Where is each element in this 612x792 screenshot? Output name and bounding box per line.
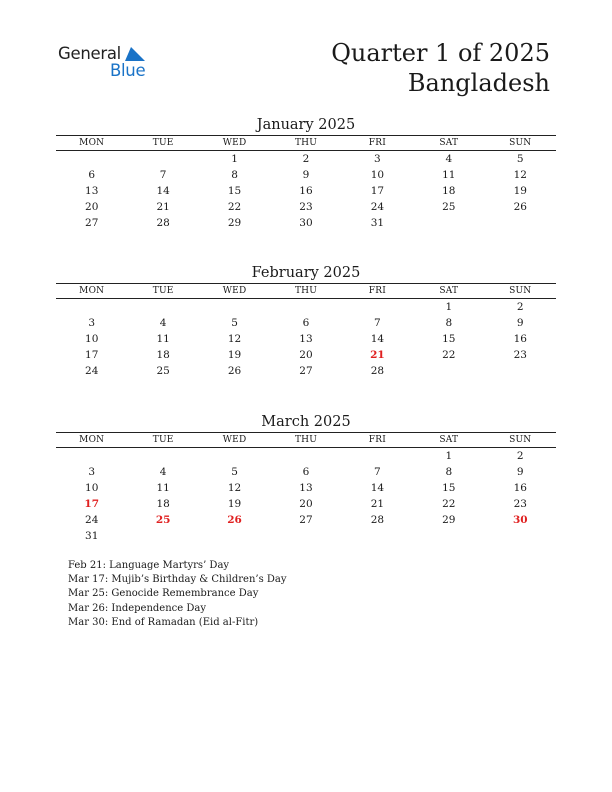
day-cell: 12 — [227, 333, 242, 345]
day-cell: 18 — [156, 498, 170, 510]
weekday-header: SAT — [413, 284, 484, 299]
day-cell — [56, 151, 127, 168]
day-cell: 12 — [227, 482, 242, 494]
day-cell: 13 — [299, 482, 313, 494]
day-cell: 5 — [516, 153, 524, 165]
day-cell: 19 — [227, 498, 242, 510]
weekday-header: WED — [199, 284, 270, 299]
weekday-header: SUN — [485, 284, 556, 299]
weekday-header: TUE — [127, 433, 198, 448]
day-cell: 10 — [85, 333, 99, 345]
week-row — [56, 347, 556, 363]
day-cell: 14 — [370, 482, 385, 494]
day-cell — [342, 528, 413, 544]
weekday-header: WED — [199, 433, 270, 448]
day-cell: 8 — [445, 466, 453, 478]
day-cell: 15 — [442, 482, 456, 494]
holiday-day-cell: 17 — [84, 498, 100, 510]
day-cell: 13 — [85, 185, 99, 197]
day-cell: 1 — [231, 153, 238, 165]
weekday-header: SUN — [485, 433, 556, 448]
day-cell: 6 — [302, 317, 310, 329]
day-cell: 15 — [442, 333, 456, 345]
day-cell — [270, 299, 341, 316]
day-cell: 25 — [156, 365, 170, 377]
calendar-grid — [56, 283, 556, 379]
holiday-day-cell: 21 — [370, 349, 385, 361]
day-cell — [270, 528, 341, 544]
day-cell: 13 — [299, 333, 313, 345]
day-cell — [270, 448, 341, 465]
quarter-title: Quarter 1 of 2025 — [331, 39, 550, 67]
day-cell: 16 — [513, 482, 527, 494]
day-cell — [485, 363, 556, 379]
day-cell: 28 — [370, 365, 385, 377]
week-row — [56, 315, 556, 331]
month-january — [56, 115, 556, 231]
day-cell: 10 — [85, 482, 99, 494]
day-cell: 16 — [513, 333, 527, 345]
day-cell: 23 — [513, 498, 527, 510]
weekday-header-row — [56, 284, 556, 299]
weekday-header: FRI — [342, 433, 413, 448]
weekday-header: MON — [56, 433, 127, 448]
day-cell: 16 — [299, 185, 313, 197]
month-title: March 2025 — [261, 414, 351, 430]
weekday-header-row — [56, 433, 556, 448]
day-cell: 29 — [227, 217, 242, 229]
country-title: Bangladesh — [407, 69, 550, 97]
weekday-header: MON — [56, 284, 127, 299]
day-cell: 3 — [88, 317, 96, 329]
day-cell: 17 — [85, 349, 99, 361]
holiday-item: Mar 30: End of Ramadan (Eid al-Fitr) — [68, 616, 259, 628]
week-row — [56, 167, 556, 183]
holiday-day-cell: 25 — [155, 514, 171, 526]
month-march — [56, 412, 556, 544]
holiday-item: Mar 26: Independence Day — [68, 602, 206, 614]
day-cell: 11 — [156, 482, 170, 494]
week-row — [56, 215, 556, 231]
day-cell: 5 — [231, 466, 238, 478]
day-cell: 31 — [370, 217, 385, 229]
day-cell: 11 — [442, 169, 456, 181]
day-cell: 9 — [516, 466, 524, 478]
day-cell: 19 — [513, 185, 527, 197]
day-cell: 20 — [299, 349, 313, 361]
month-title: January 2025 — [256, 117, 356, 133]
holiday-day-cell: 26 — [227, 514, 242, 526]
week-row — [56, 528, 556, 544]
weekday-header: FRI — [342, 284, 413, 299]
day-cell: 9 — [516, 317, 524, 329]
week-row — [56, 151, 556, 168]
month-title: February 2025 — [251, 265, 361, 281]
day-cell: 22 — [227, 201, 242, 213]
day-cell — [127, 528, 198, 544]
weekday-header: THU — [270, 284, 341, 299]
logo-word-general: General — [58, 44, 121, 63]
day-cell: 25 — [442, 201, 456, 213]
day-cell — [199, 299, 270, 316]
week-row — [56, 363, 556, 379]
day-cell: 26 — [513, 201, 527, 213]
calendar-grid — [56, 135, 556, 231]
day-cell: 2 — [302, 153, 310, 165]
day-cell — [199, 528, 270, 544]
day-cell: 26 — [227, 365, 242, 377]
holiday-item: Mar 17: Mujib’s Birthday & Children’s Day — [68, 574, 287, 586]
day-cell: 11 — [156, 333, 170, 345]
day-cell: 8 — [231, 169, 238, 181]
weekday-header: SAT — [413, 433, 484, 448]
day-cell: 23 — [513, 349, 527, 361]
day-cell: 4 — [445, 153, 453, 165]
day-cell: 9 — [302, 169, 310, 181]
day-cell — [56, 299, 127, 316]
day-cell: 21 — [370, 498, 385, 510]
day-cell: 6 — [302, 466, 310, 478]
logo-word-blue: Blue — [110, 61, 146, 80]
day-cell: 21 — [156, 201, 170, 213]
day-cell: 14 — [156, 185, 170, 197]
day-cell: 1 — [445, 450, 453, 462]
logo-triangle-icon — [125, 47, 145, 61]
day-cell: 24 — [85, 365, 99, 377]
day-cell: 19 — [227, 349, 242, 361]
day-cell: 24 — [85, 514, 99, 526]
day-cell: 2 — [516, 450, 524, 462]
day-cell — [127, 151, 198, 168]
day-cell: 18 — [442, 185, 456, 197]
day-cell — [485, 528, 556, 544]
day-cell — [127, 299, 198, 316]
week-row — [56, 299, 556, 316]
day-cell: 28 — [156, 217, 170, 229]
day-cell: 27 — [299, 365, 313, 377]
weekday-header-row — [56, 136, 556, 151]
week-row — [56, 480, 556, 496]
day-cell: 7 — [374, 466, 381, 478]
day-cell: 22 — [442, 349, 456, 361]
day-cell: 28 — [370, 514, 385, 526]
day-cell: 22 — [442, 498, 456, 510]
day-cell: 10 — [370, 169, 385, 181]
weekday-header: SUN — [485, 136, 556, 151]
day-cell — [342, 448, 413, 465]
page-title — [331, 38, 550, 98]
generalblue-logo — [58, 44, 158, 84]
weekday-header: MON — [56, 136, 127, 151]
day-cell: 4 — [159, 466, 167, 478]
day-cell: 30 — [299, 217, 313, 229]
calendar-grid — [56, 432, 556, 544]
weekday-header: THU — [270, 136, 341, 151]
day-cell: 3 — [374, 153, 381, 165]
weekday-header: TUE — [127, 136, 198, 151]
day-cell: 7 — [159, 169, 167, 181]
weekday-header: WED — [199, 136, 270, 151]
holiday-day-cell: 30 — [512, 514, 528, 526]
week-row — [56, 448, 556, 465]
day-cell: 17 — [370, 185, 385, 197]
week-row — [56, 199, 556, 215]
day-cell — [199, 448, 270, 465]
day-cell — [342, 299, 413, 316]
day-cell: 14 — [370, 333, 385, 345]
day-cell: 1 — [445, 301, 453, 313]
day-cell: 18 — [156, 349, 170, 361]
day-cell — [413, 363, 484, 379]
day-cell — [56, 448, 127, 465]
day-cell: 12 — [513, 169, 527, 181]
day-cell: 4 — [159, 317, 167, 329]
day-cell: 6 — [88, 169, 96, 181]
month-february — [56, 263, 556, 379]
day-cell: 29 — [442, 514, 456, 526]
day-cell: 27 — [85, 217, 99, 229]
day-cell: 2 — [516, 301, 524, 313]
day-cell: 31 — [85, 530, 99, 542]
day-cell: 7 — [374, 317, 381, 329]
week-row — [56, 496, 556, 512]
weekday-header: FRI — [342, 136, 413, 151]
week-row — [56, 183, 556, 199]
holiday-list — [68, 559, 287, 630]
week-row — [56, 512, 556, 528]
day-cell — [127, 448, 198, 465]
day-cell: 3 — [88, 466, 96, 478]
week-row — [56, 464, 556, 480]
day-cell: 5 — [231, 317, 238, 329]
day-cell: 8 — [445, 317, 453, 329]
day-cell: 27 — [299, 514, 313, 526]
holiday-item: Mar 25: Genocide Remembrance Day — [68, 588, 259, 600]
day-cell — [413, 528, 484, 544]
weekday-header: THU — [270, 433, 341, 448]
week-row — [56, 331, 556, 347]
weekday-header: SAT — [413, 136, 484, 151]
day-cell — [413, 215, 484, 231]
day-cell — [485, 215, 556, 231]
day-cell: 15 — [227, 185, 242, 197]
day-cell: 24 — [370, 201, 385, 213]
day-cell: 20 — [85, 201, 99, 213]
holiday-item: Feb 21: Language Martyrs’ Day — [68, 560, 230, 571]
day-cell: 23 — [299, 201, 313, 213]
weekday-header: TUE — [127, 284, 198, 299]
day-cell: 20 — [299, 498, 313, 510]
